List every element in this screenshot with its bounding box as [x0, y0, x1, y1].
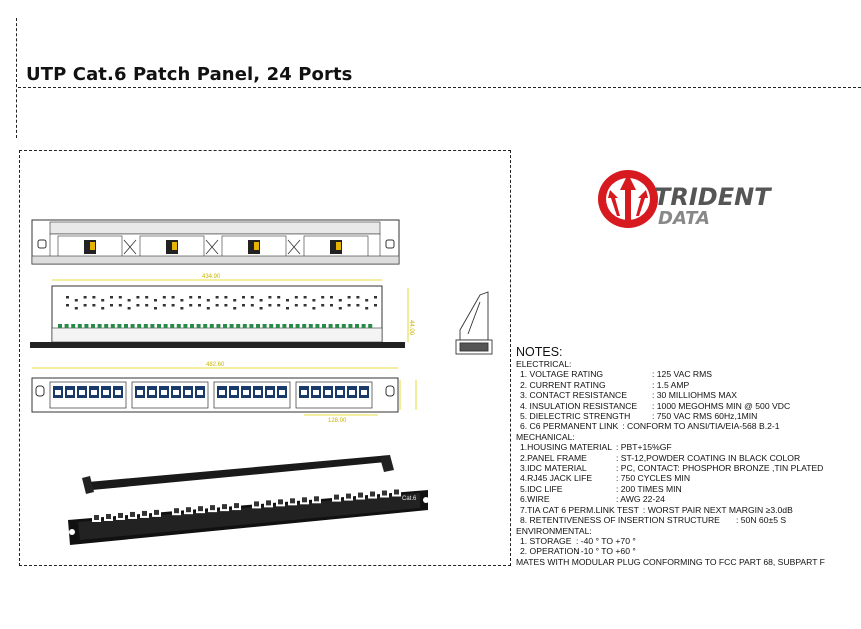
- electrical-value: : 30 MILLIOHMS MAX: [652, 390, 738, 401]
- rear-slot: [84, 296, 87, 299]
- photo-port-slot: [346, 494, 351, 499]
- rj45-port-slot: [301, 390, 307, 395]
- idc-contact: [236, 324, 240, 328]
- idc-contact: [65, 324, 69, 328]
- rear-slot: [145, 304, 148, 307]
- mechanical-list: [516, 442, 856, 525]
- rear-slot: [119, 304, 122, 307]
- rear-slot: [277, 304, 280, 307]
- photo-port-slot: [370, 492, 375, 497]
- rear-slot: [216, 304, 219, 307]
- rj45-port-slot: [243, 390, 249, 395]
- electrical-label: 5. DIELECTRIC STRENGTH: [520, 411, 631, 422]
- mechanical-value: : AWG 22-24: [616, 494, 665, 505]
- photo-port-slot: [382, 491, 387, 496]
- photo-port-slot: [106, 514, 111, 519]
- rear-slot: [365, 307, 368, 310]
- electrical-row: [516, 369, 856, 379]
- idc-contact: [315, 324, 319, 328]
- mechanical-value: : WORST PAIR NEXT MARGIN ≥3.0dB: [642, 504, 793, 515]
- electrical-label: 3. CONTACT RESISTANCE: [520, 390, 627, 401]
- rear-slot: [172, 296, 175, 299]
- photo-port-slot: [334, 495, 339, 500]
- rj45-port-slot: [185, 390, 191, 395]
- photo-port-slot: [210, 505, 215, 510]
- rj45-port-slot: [55, 390, 61, 395]
- rear-slot: [101, 299, 104, 302]
- rear-slot: [101, 307, 104, 310]
- photo-port-slot: [222, 504, 227, 509]
- electrical-row: [516, 390, 856, 400]
- mechanical-row: [516, 484, 856, 494]
- rear-slot: [75, 307, 78, 310]
- photo-port-slot: [290, 498, 295, 503]
- idc-contact: [249, 324, 253, 328]
- idc-contact: [348, 324, 352, 328]
- rj45-port-slot: [219, 390, 225, 395]
- rj45-port-slot: [349, 390, 355, 395]
- rj45-port-slot: [91, 390, 97, 395]
- rear-slot: [224, 304, 227, 307]
- mechanical-row: [516, 494, 856, 504]
- panel-rear-view: [30, 274, 414, 348]
- idc-contact: [124, 324, 128, 328]
- rear-slot: [66, 304, 69, 307]
- electrical-value: : 125 VAC RMS: [652, 369, 713, 380]
- rear-slot: [356, 296, 359, 299]
- rear-slot: [180, 299, 183, 302]
- photo-port-slot: [394, 490, 399, 495]
- rj45-port-slot: [325, 390, 331, 395]
- environmental-row: [516, 546, 856, 556]
- rear-slot: [216, 296, 219, 299]
- photo-port-slot: [142, 511, 147, 516]
- mechanical-label: 6.WIRE: [520, 494, 550, 505]
- environmental-title: ENVIRONMENTAL:: [516, 525, 592, 536]
- electrical-row: [516, 421, 856, 431]
- rear-slot: [92, 296, 95, 299]
- rear-slot: [207, 307, 210, 310]
- electrical-label: 4. INSULATION RESISTANCE: [520, 400, 638, 411]
- rear-slot: [207, 299, 210, 302]
- idc-contact: [71, 324, 75, 328]
- electrical-value: : 750 VAC RMS 60Hz,1MIN: [652, 411, 758, 422]
- rear-slot: [75, 299, 78, 302]
- rear-slot: [163, 296, 166, 299]
- panel-side-view: [456, 292, 492, 354]
- module-label: Cat.6: [402, 496, 417, 502]
- environmental-value: : -10 ° TO +60 °: [576, 546, 636, 557]
- rj45-port-slot: [231, 390, 237, 395]
- rear-slot: [233, 307, 236, 310]
- rear-slot: [339, 299, 342, 302]
- environmental-label: 1. STORAGE: [520, 535, 572, 546]
- rj45-port-slot: [255, 390, 261, 395]
- panel-photo: [68, 455, 429, 545]
- rear-slot: [268, 304, 271, 307]
- rear-slot: [154, 299, 157, 302]
- idc-contact: [302, 324, 306, 328]
- rear-slot: [145, 296, 148, 299]
- rear-slot: [110, 304, 113, 307]
- logo-text-data: DATA: [658, 208, 710, 229]
- idc-contact: [78, 324, 82, 328]
- rear-slot: [330, 304, 333, 307]
- idc-contact: [164, 324, 168, 328]
- mechanical-label: 2.PANEL FRAME: [520, 452, 587, 463]
- photo-port-slot: [358, 493, 363, 498]
- rear-slot: [348, 296, 351, 299]
- idc-contact: [177, 324, 181, 328]
- rear-slot: [189, 296, 192, 299]
- electrical-label: 6. C6 PERMANENT LINK: [520, 421, 619, 432]
- photo-port-slot: [234, 503, 239, 508]
- panel-front-view: [32, 362, 416, 424]
- mechanical-label: 3.IDC MATERIAL: [520, 463, 587, 474]
- photo-port-slot: [154, 510, 159, 515]
- logo-text-trident: TRIDENT: [654, 183, 771, 211]
- idc-contact: [203, 324, 207, 328]
- photo-port-slot: [94, 515, 99, 520]
- mechanical-row: [516, 442, 856, 452]
- idc-contact: [144, 324, 148, 328]
- electrical-row: [516, 401, 856, 411]
- mechanical-label: 7.TIA CAT 6 PERM.LINK TEST: [520, 504, 639, 515]
- rear-slot: [330, 296, 333, 299]
- idc-contact: [104, 324, 108, 328]
- mechanical-value: : ST-12,POWDER COATING IN BLACK COLOR: [616, 452, 801, 463]
- idc-contact: [362, 324, 366, 328]
- idc-contact: [230, 324, 234, 328]
- rear-slot: [242, 296, 245, 299]
- rear-slot: [348, 304, 351, 307]
- electrical-label: 2. CURRENT RATING: [520, 379, 606, 390]
- rear-slot: [260, 307, 263, 310]
- photo-port-slot: [118, 513, 123, 518]
- mechanical-row: [516, 505, 856, 515]
- idc-contact: [368, 324, 372, 328]
- rear-slot: [233, 299, 236, 302]
- title-divider: [18, 87, 861, 88]
- mechanical-label: 4.RJ45 JACK LIFE: [520, 473, 593, 484]
- page-title: UTP Cat.6 Patch Panel, 24 Ports: [26, 64, 353, 85]
- photo-port-slot: [314, 496, 319, 501]
- rear-slot: [92, 304, 95, 307]
- rear-slot: [198, 304, 201, 307]
- photo-port-slot: [266, 500, 271, 505]
- idc-contact: [289, 324, 293, 328]
- rear-slot: [304, 296, 307, 299]
- idc-contact: [256, 324, 260, 328]
- rj45-port-slot: [137, 390, 143, 395]
- electrical-label: 1. VOLTAGE RATING: [520, 369, 604, 380]
- idc-contact: [210, 324, 214, 328]
- environmental-row: [516, 536, 856, 546]
- rear-slot: [356, 304, 359, 307]
- idc-contact: [91, 324, 95, 328]
- rj45-port-slot: [67, 390, 73, 395]
- rear-slot: [224, 296, 227, 299]
- rear-slot: [321, 296, 324, 299]
- idc-contact: [342, 324, 346, 328]
- notes-heading: NOTES:: [516, 345, 563, 359]
- rear-slot: [365, 299, 368, 302]
- idc-contact: [157, 324, 161, 328]
- rear-slot: [242, 304, 245, 307]
- patch-panel-drawing: [28, 200, 498, 570]
- idc-contact: [150, 324, 154, 328]
- mechanical-row: [516, 453, 856, 463]
- rj45-port-slot: [197, 390, 203, 395]
- environmental-value: : -40 ° TO +70 °: [576, 535, 636, 546]
- rj45-port-slot: [173, 390, 179, 395]
- mechanical-label: 1.HOUSING MATERIAL: [520, 442, 613, 453]
- idc-contact: [276, 324, 280, 328]
- rear-slot: [163, 304, 166, 307]
- dim-height: 44.00: [408, 320, 414, 336]
- mechanical-label: 5.IDC LIFE: [520, 483, 563, 494]
- rear-slot: [128, 307, 131, 310]
- rear-slot: [268, 296, 271, 299]
- idc-contact: [137, 324, 141, 328]
- idc-contact: [269, 324, 273, 328]
- idc-contact: [190, 324, 194, 328]
- mechanical-value: : 750 CYCLES MIN: [616, 473, 691, 484]
- idc-contact: [329, 324, 333, 328]
- dim-sub: 128.00: [328, 418, 347, 424]
- rj45-port-slot: [79, 390, 85, 395]
- rear-slot: [66, 296, 69, 299]
- rear-slot: [172, 304, 175, 307]
- rear-slot: [110, 296, 113, 299]
- environmental-list: [516, 536, 856, 557]
- photo-port-slot: [302, 497, 307, 502]
- mechanical-value: : 200 TIMES MIN: [616, 483, 682, 494]
- idc-contact: [58, 324, 62, 328]
- idc-contact: [84, 324, 88, 328]
- idc-contact: [296, 324, 300, 328]
- rj45-port-slot: [161, 390, 167, 395]
- rj45-port-slot: [267, 390, 273, 395]
- photo-port-slot: [130, 512, 135, 517]
- idc-contact: [309, 324, 313, 328]
- idc-contact: [355, 324, 359, 328]
- rear-slot: [374, 296, 377, 299]
- rear-slot: [180, 307, 183, 310]
- idc-contact: [197, 324, 201, 328]
- panel-top-view: [32, 220, 399, 264]
- mechanical-title: MECHANICAL:: [516, 431, 575, 442]
- rear-slot: [260, 299, 263, 302]
- idc-contact: [322, 324, 326, 328]
- dim-width: 434.90: [202, 274, 221, 280]
- rj45-port-slot: [313, 390, 319, 395]
- rear-slot: [198, 296, 201, 299]
- photo-port-slot: [186, 507, 191, 512]
- rear-slot: [136, 296, 139, 299]
- rear-slot: [312, 299, 315, 302]
- rear-slot: [312, 307, 315, 310]
- notes-footer: MATES WITH MODULAR PLUG CONFORMING TO FCC PART 68, SUBPART F: [516, 556, 825, 567]
- electrical-row: [516, 380, 856, 390]
- rear-slot: [251, 304, 254, 307]
- rj45-port-slot: [337, 390, 343, 395]
- left-dashed-guide: [16, 18, 17, 138]
- rear-slot: [119, 296, 122, 299]
- electrical-value: : 1000 MEGOHMS MIN @ 500 VDC: [652, 400, 791, 411]
- environmental-label: 2. OPERATION: [520, 546, 580, 557]
- photo-port-slot: [278, 499, 283, 504]
- electrical-title: ELECTRICAL:: [516, 359, 572, 369]
- rear-slot: [251, 296, 254, 299]
- idc-contact: [243, 324, 247, 328]
- rear-slot: [154, 307, 157, 310]
- rear-slot: [321, 304, 324, 307]
- rj45-port-slot: [361, 390, 367, 395]
- rear-slot: [189, 304, 192, 307]
- idc-contact: [183, 324, 187, 328]
- electrical-row: [516, 411, 856, 421]
- rear-slot: [277, 296, 280, 299]
- mechanical-label: 8. RETENTIVENESS OF INSERTION STRUCTURE: [520, 515, 720, 526]
- rear-slot: [286, 299, 289, 302]
- mechanical-row: [516, 473, 856, 483]
- rear-slot: [84, 304, 87, 307]
- notes-panel: [516, 345, 856, 567]
- idc-contact: [282, 324, 286, 328]
- idc-contact: [335, 324, 339, 328]
- idc-contact: [216, 324, 220, 328]
- rj45-port-slot: [115, 390, 121, 395]
- electrical-list: [516, 369, 856, 431]
- idc-contact: [111, 324, 115, 328]
- rj45-port-slot: [279, 390, 285, 395]
- idc-contact: [170, 324, 174, 328]
- mechanical-row: [516, 463, 856, 473]
- idc-contact: [117, 324, 121, 328]
- rear-slot: [339, 307, 342, 310]
- rear-slot: [304, 304, 307, 307]
- rear-slot: [286, 307, 289, 310]
- rj45-port-slot: [149, 390, 155, 395]
- mechanical-value: : 50N 60±5 S: [736, 515, 787, 526]
- rear-slot: [136, 304, 139, 307]
- rear-slot: [128, 299, 131, 302]
- photo-port-slot: [254, 501, 259, 506]
- electrical-value: : CONFORM TO ANSI/TIA/EIA-568 B.2-1: [622, 421, 780, 432]
- dim-total-width: 482.60: [206, 362, 225, 368]
- photo-port-slot: [174, 508, 179, 513]
- mechanical-value: : PBT+15%GF: [616, 442, 672, 453]
- rear-slot: [374, 304, 377, 307]
- photo-port-slot: [198, 506, 203, 511]
- idc-contact: [131, 324, 135, 328]
- idc-contact: [263, 324, 267, 328]
- mechanical-value: : PC, CONTACT: PHOSPHOR BRONZE ,TIN PLATED: [616, 463, 824, 474]
- rear-slot: [295, 304, 298, 307]
- trident-data-logo: [596, 168, 788, 230]
- idc-contact: [223, 324, 227, 328]
- idc-contact: [98, 324, 102, 328]
- mechanical-row: [516, 515, 856, 525]
- electrical-value: : 1.5 AMP: [652, 379, 690, 390]
- rj45-port-slot: [103, 390, 109, 395]
- rear-slot: [295, 296, 298, 299]
